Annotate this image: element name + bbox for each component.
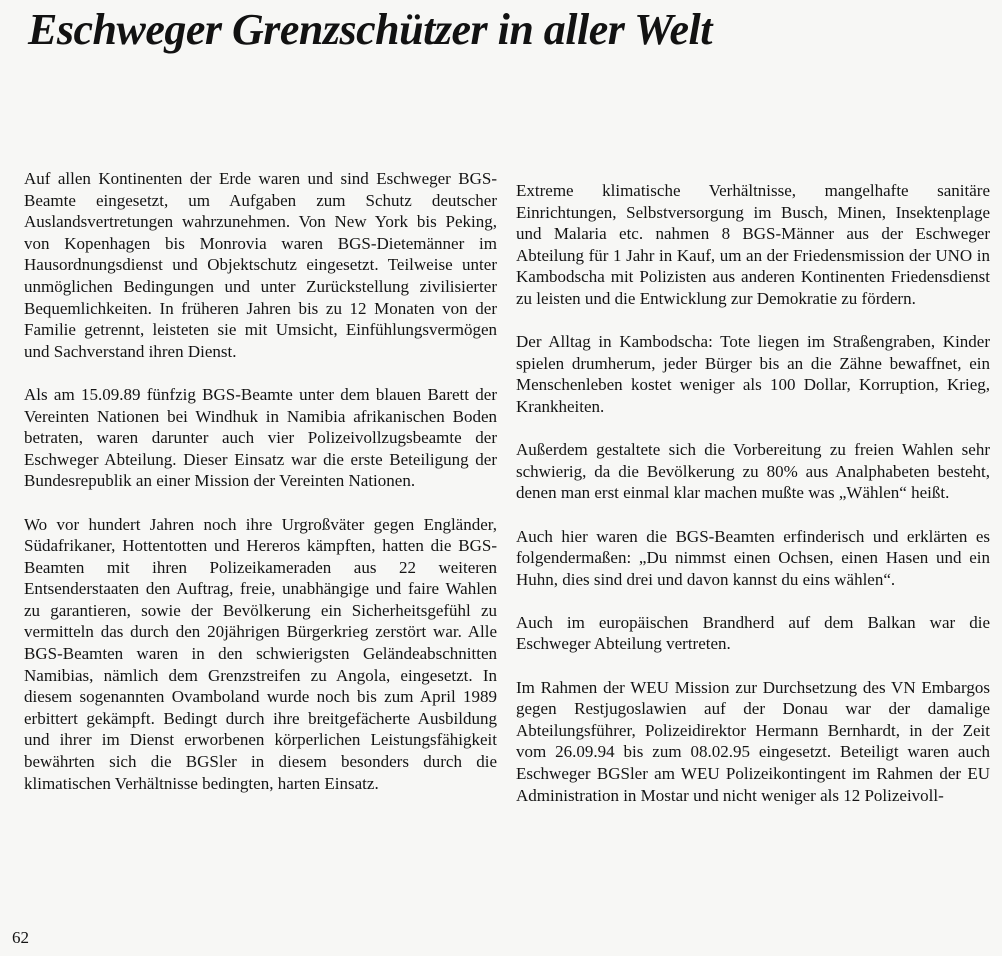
left-text-column [24, 168, 497, 794]
paragraph-namibia-arrival: Als am 15.09.89 fünfzig BGS-Beamte unter dem blauen Barett der Vereinten Nationen bei Windhuk in Namibia afrikanischen Boden betraten, waren darunter auch vier Polizeivollzugsbeamte der Eschweger Abteilung. Dieser Einsatz war die erste Beteiligung der Bundesrepublik an einer Mission der Vereinten Nationen. [24, 384, 497, 491]
page-number: 62 [12, 928, 29, 947]
paragraph-weu-mission: Im Rahmen der WEU Mission zur Durchsetzung des VN Embargos gegen Restjugoslawien auf der Donau war der damalige Abteilungsführer, Polizeidirektor Hermann Bernhardt, in der Zeit vom 26.09.94 bis zum 08.02.95 eingesetzt. Beteiligt waren auch Eschweger BGSler am WEU Polizeikontingent im Rahmen der EU Administration in Mostar und nicht weniger als 12 Polizeivoll- [516, 677, 990, 805]
page-title: Eschweger Grenzschützer in aller Welt [28, 5, 712, 54]
paragraph-elections-explanation: Auch hier waren die BGS-Beamten erfinderisch und erklärten es folgendermaßen: „Du nimmst einen Ochsen, einen Hasen und ein Huhn, dies sind drei und davon kannst du eins wählen“. [516, 526, 990, 589]
paragraph-elections-preparation: Außerdem gestaltete sich die Vorbereitung zu freien Wahlen sehr schwierig, da die Bevölkerung zu 80% aus Analphabeten besteht, denen man erst einmal klar machen mußte was „Wählen“ heißt. [516, 440, 990, 503]
paragraph-cambodia-daily-life: Der Alltag in Kambodscha: Tote liegen im Straßengraben, Kinder spielen drumherum, jeder Bürger bis an die Zähne bewaffnet, ein Menschenleben kostet weniger als 100 Dollar, Korruption, Krieg, Krankheiten. [516, 332, 990, 416]
right-text-column [516, 180, 990, 806]
paragraph-cambodia-conditions: Extreme klimatische Verhältnisse, mangelhafte sanitäre Einrichtungen, Selbstversorgung im Busch, Minen, Insektenplage und Malaria etc. nahmen 8 BGS-Männer aus der Eschweger Abteilung für 1 Jahr in Kauf, um an der Friedensmission der UNO in Kambodscha mit Polizisten aus anderen Kontinenten Friedensdienst zu leisten und die Entwicklung zur Demokratie zu fördern. [516, 181, 990, 308]
paragraph-namibia-mission: Wo vor hundert Jahren noch ihre Urgroßväter gegen Engländer, Südafrikaner, Hottentotten und Hereros kämpften, hatten die BGS-Beamten mit ihren Polizeikameraden aus 22 weiteren Entsenderstaaten den Auftrag, freie, unabhängige und faire Wahlen zu garantieren, sowie der Bevölkerung ein Sicherheitsgefühl zu vermitteln das durch den 20jährigen Bürgerkrieg zerstört war. Alle BGS-Beamten waren in den schwierigsten Geländeabschnitten Namibias, nämlich dem Grenzstreifen zu Angola, eingesetzt. In diesem sogenannten Ovamboland wurde noch bis zum April 1989 erbittert gekämpft. Bedingt durch ihre breitgefächerte Ausbildung und ihrer im Dienst erworbenen körperlichen Leistungsfähigkeit bewährten sich die BGSler in diesem besonders durch die klimatischen Verhältnisse bedingten, harten Einsatz. [24, 514, 497, 793]
paragraph-balkan: Auch im europäischen Brandherd auf dem Balkan war die Eschweger Abteilung vertreten. [516, 612, 990, 654]
paragraph-continents: Auf allen Kontinenten der Erde waren und sind Eschweger BGS-Beamte eingesetzt, um Aufgaben zum Schutz deutscher Auslandsvertretungen wahrzunehmen. Von New York bis Peking, von Kopenhagen bis Monrovia waren BGS-Dietemänner im Hausordnungsdienst und Objektschutz eingesetzt. Teilweise unter unmöglichen Bedingungen und unter Zurückstellung zivilisierter Bequemlichkeiten. In früheren Jahren bis zu 12 Monaten von der Familie getrennt, leisteten sie mit Umsicht, Einfühlungsvermögen und Sachverstand ihren Dienst. [24, 169, 497, 361]
